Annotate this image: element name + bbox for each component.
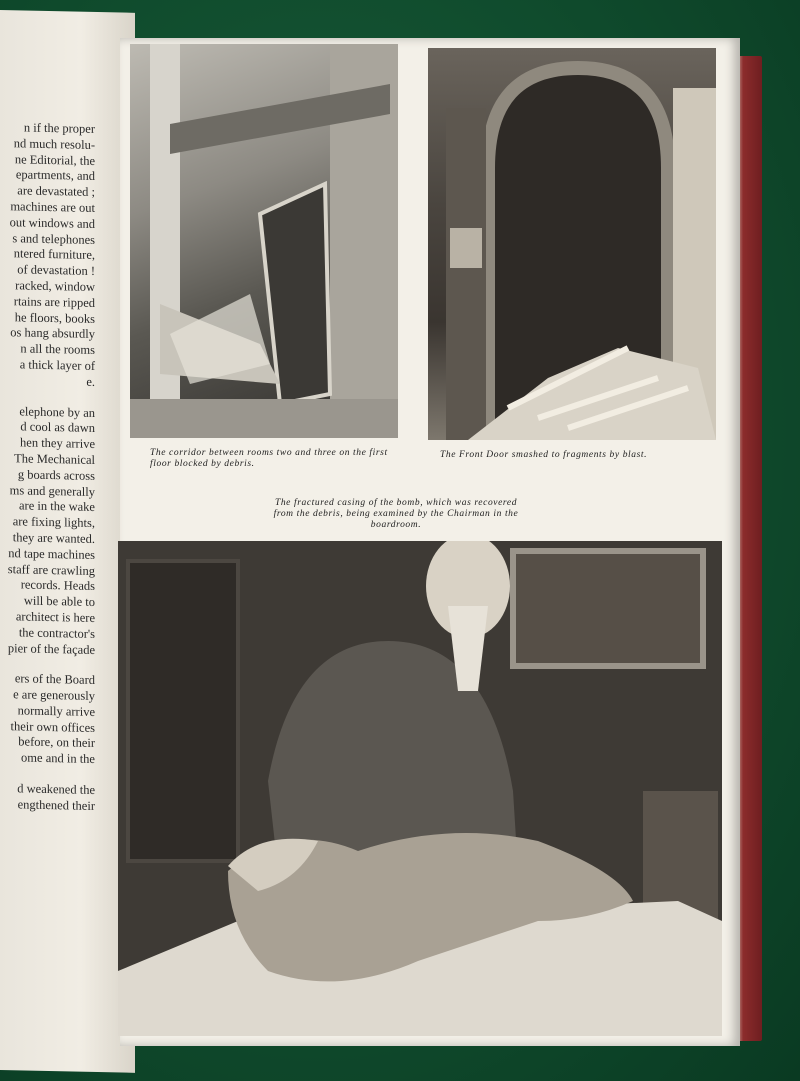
text-line: staff are crawling xyxy=(7,561,95,578)
text-line: The Mechanical xyxy=(14,451,95,467)
paragraph-2 xyxy=(0,400,95,658)
text-line: pier of the façade xyxy=(7,640,95,657)
text-line: their own offices xyxy=(10,718,95,735)
corridor-photo xyxy=(130,44,398,438)
text-line: normally arrive xyxy=(17,703,95,719)
text-line: ntered furniture, xyxy=(13,246,95,263)
text-line: architect is here xyxy=(15,609,95,625)
paragraph-3 xyxy=(0,668,95,768)
text-line: the contractor's xyxy=(18,625,95,641)
text-line: are fixing lights, xyxy=(12,514,95,531)
text-line: they are wanted. xyxy=(12,530,95,546)
text-line: nd much resolu- xyxy=(13,136,95,152)
left-page xyxy=(0,10,135,1073)
left-page-text xyxy=(0,117,95,815)
text-line: are in the wake xyxy=(18,498,95,515)
front-door-photo xyxy=(428,48,716,440)
text-line: ome and in the xyxy=(21,750,95,767)
text-line: ers of the Board xyxy=(14,671,95,688)
text-line: e. xyxy=(86,374,95,389)
text-line: hen they arrive xyxy=(20,435,95,452)
text-line: out windows and xyxy=(9,214,95,231)
paragraph-1 xyxy=(0,117,95,391)
bomb-casing-caption: The fractured casing of the bomb, which was recovered from the debris, being examined by the Chairman in the boardroom. xyxy=(273,498,519,530)
text-line: g boards across xyxy=(17,467,95,483)
text-line: engthened their xyxy=(17,797,95,813)
text-line: machines are out xyxy=(10,199,95,215)
text-line: records. Heads xyxy=(20,577,95,594)
text-line: will be able to xyxy=(23,593,95,610)
text-line: before, on their xyxy=(18,734,95,751)
text-line: a thick layer of xyxy=(19,357,95,373)
paragraph-4 xyxy=(0,778,95,815)
text-line: n if the proper xyxy=(23,120,95,136)
text-line: os hang absurdly xyxy=(10,325,95,342)
text-line: nd tape machines xyxy=(8,545,95,562)
text-line: d weakened the xyxy=(17,781,95,798)
text-line: elephone by an xyxy=(19,403,95,420)
text-line: d cool as dawn xyxy=(20,419,95,436)
bomb-casing-photo xyxy=(118,541,722,1036)
text-line: are devastated ; xyxy=(17,183,95,200)
text-line: ms and generally xyxy=(9,482,95,499)
text-line: epartments, and xyxy=(15,167,95,184)
corridor-caption: The corridor between rooms two and three on the first floor blocked by debris. xyxy=(150,448,388,469)
text-line: s and telephones xyxy=(12,230,95,247)
text-line: racked, window xyxy=(15,278,95,294)
text-line: he floors, books xyxy=(14,309,95,326)
text-line: ne Editorial, the xyxy=(14,151,95,168)
front-door-caption: The Front Door smashed to fragments by blast. xyxy=(440,450,648,460)
text-line: rtains are ripped xyxy=(13,294,95,310)
text-line: e are generously xyxy=(13,687,95,704)
text-line: of devastation ! xyxy=(17,262,95,279)
text-line: n all the rooms xyxy=(20,341,95,358)
